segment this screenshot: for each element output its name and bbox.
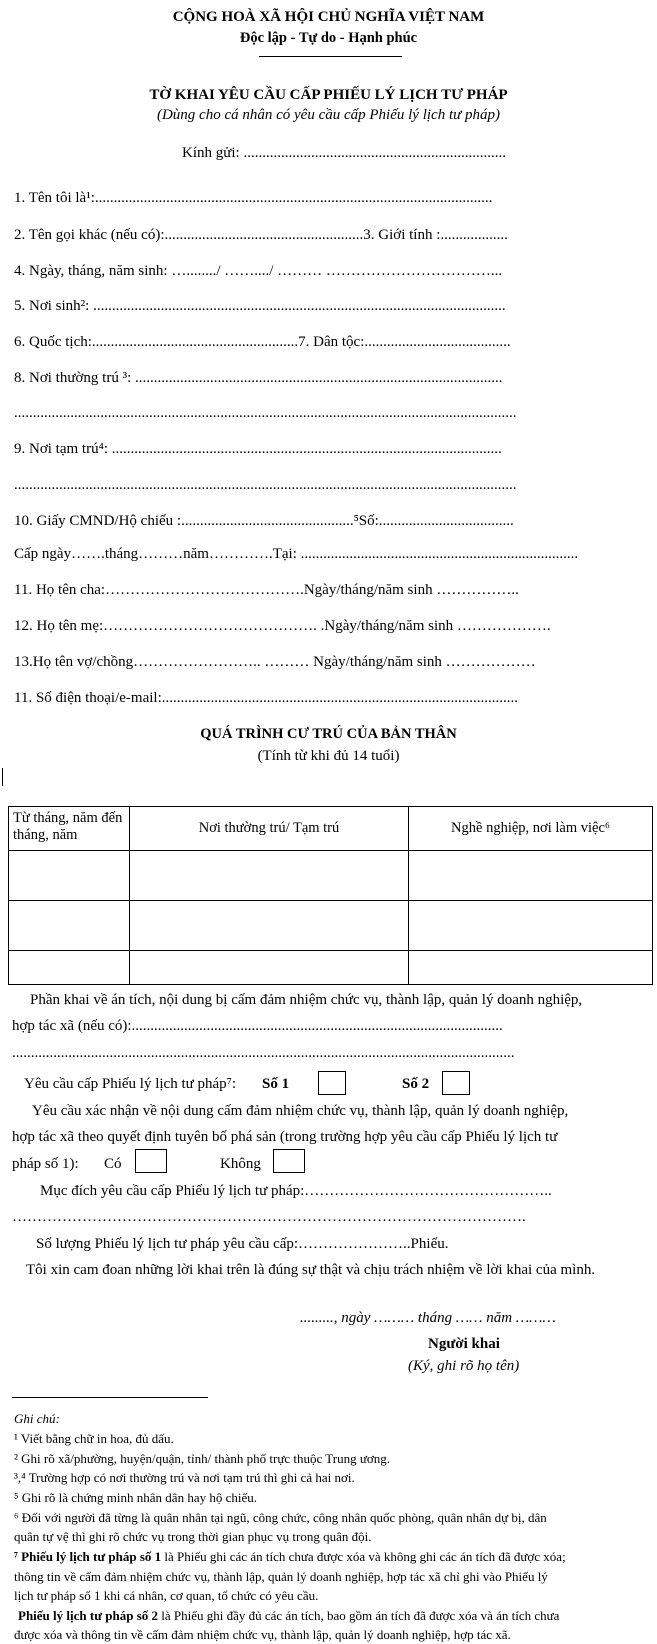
note-7b: thông tin về cấm đảm nhiệm chức vụ, thành lập, quản lý doanh nghiệp, hợp tác xã chỉ ghi vào Phiếu lý [14, 1569, 548, 1584]
purpose-line[interactable]: Mục đích yêu cầu cấp Phiếu lý lịch tư pháp:………………………………………….. [40, 1183, 552, 1199]
nation-title: CỘNG HOÀ XÃ HỘI CHỦ NGHĨA VIỆT NAM [172, 9, 485, 25]
no-checkbox[interactable] [273, 1149, 305, 1173]
table-row [9, 901, 653, 951]
signature-role: Người khai [428, 1336, 500, 1352]
field-other-name-gender[interactable]: 2. Tên gọi khác (nếu có):.....................................................3. Giới tính :.................. [14, 227, 508, 243]
residence-subtitle: (Tính từ khi đủ 14 tuổi) [257, 748, 400, 764]
field-permanent-address-cont[interactable]: ...................................................................................................................................... [14, 405, 517, 421]
note-8b: được xóa và thông tin về cấm đảm nhiệm chức vụ, thành lập, quản lý doanh nghiệp, hợp tác xã. [14, 1627, 511, 1642]
signature-date[interactable]: ........., ngày ……… tháng …… năm ……… [300, 1310, 556, 1326]
addressee-line[interactable]: Kính gửi: ...................................................................... [182, 145, 506, 161]
field-temporary-address-cont[interactable]: ...................................................................................................................................... [14, 477, 517, 493]
residence-title: QUÁ TRÌNH CƯ TRÚ CỦA BẢN THÂN [200, 726, 457, 742]
table-cell[interactable] [409, 851, 653, 901]
field-nationality-ethnicity[interactable]: 6. Quốc tịch:.......................................................7. Dân tộc:....................................... [14, 334, 511, 350]
field-birth-place[interactable]: 5. Nơi sinh²: .............................................................................................................. [14, 298, 506, 314]
note-8a [18, 1608, 559, 1624]
col-period-header: Từ tháng, năm đến tháng, năm [9, 807, 130, 851]
signature-hint: (Ký, ghi rõ họ tên) [408, 1358, 520, 1374]
field-birth-date[interactable]: 4. Ngày, tháng, năm sinh: …......../ ……..../ ……… ……………………………... [14, 263, 503, 279]
field-father[interactable]: 11. Họ tên cha:………………………………….Ngày/tháng/năm sinh …………….. [14, 582, 519, 598]
table-cell[interactable] [130, 951, 409, 985]
note-7-bold: ⁷ Phiếu lý lịch tư pháp số 1 [14, 1549, 162, 1564]
commitment-text: Tôi xin cam đoan những lời khai trên là đúng sự thật và chịu trách nhiệm về lời khai của mình. [26, 1262, 596, 1278]
option-no-label: Không [220, 1156, 261, 1172]
so2-checkbox[interactable] [442, 1071, 470, 1095]
left-margin-mark [2, 768, 3, 786]
header-underline [259, 56, 402, 57]
field-permanent-address[interactable]: 8. Nơi thường trú ³: .................................................................................................. [14, 370, 503, 386]
table-row [9, 851, 653, 901]
col-occupation-header: Nghề nghiệp, nơi làm việc⁶ [409, 807, 653, 851]
notes-divider [12, 1397, 208, 1398]
confirm-text-2: hợp tác xã theo quyết định tuyên bố phá sản (trong trường hợp yêu cầu cấp Phiếu lý lịch tư [12, 1129, 558, 1145]
note-2: ² Ghi rõ xã/phường, huyện/quận, tỉnh/ thành phố trực thuộc Trung ương. [14, 1451, 391, 1466]
option-so1-label: Số 1 [262, 1076, 290, 1092]
criminal-record-label: Phần khai về án tích, nội dung bị cấm đảm nhiệm chức vụ, thành lập, quản lý doanh nghiệp, [30, 992, 583, 1008]
note-7c: lịch tư pháp số 1 khi cá nhân, cơ quan, tổ chức có yêu cầu. [14, 1588, 319, 1603]
residence-table [8, 806, 653, 985]
form-title: TỜ KHAI YÊU CẦU CẤP PHIẾU LÝ LỊCH TƯ PHÁP [149, 87, 508, 103]
field-spouse[interactable]: 13.Họ tên vợ/chồng…………………….. ……… Ngày/tháng/năm sinh ……………… [14, 654, 536, 670]
field-mother[interactable]: 12. Họ tên mẹ:……………………………………. .Ngày/tháng/năm sinh ………………. [14, 618, 551, 634]
so1-checkbox[interactable] [318, 1071, 346, 1095]
table-cell[interactable] [9, 951, 130, 985]
purpose-line-2[interactable]: …………………………………………………………………………………………. [12, 1209, 526, 1225]
request-type-label: Yêu cầu cấp Phiếu lý lịch tư pháp⁷: [24, 1076, 237, 1092]
form-subtitle: (Dùng cho cá nhân có yêu cầu cấp Phiếu lý lịch tư pháp) [156, 107, 501, 123]
note-1: ¹ Viết bằng chữ in hoa, đủ dấu. [14, 1431, 174, 1446]
note-8-text: là Phiếu ghi đầy đủ các án tích, bao gồm án tích đã được xóa và án tích chưa [158, 1608, 560, 1623]
note-3: ³,⁴ Trường hợp có nơi thường trú và nơi tạm trú thì ghi cả hai nơi. [14, 1470, 355, 1485]
note-7a [14, 1549, 566, 1565]
field-id-card[interactable]: 10. Giấy CMND/Hộ chiếu :..............................................⁵Số:.................................... [14, 513, 514, 529]
note-7-text: là Phiếu ghi các án tích chưa được xóa và không ghi các án tích đã được xóa; [161, 1549, 566, 1564]
confirm-text-3: pháp số 1): [12, 1156, 79, 1172]
table-cell[interactable] [9, 901, 130, 951]
field-phone-email[interactable]: 11. Số điện thoại/e-mail:............................................................................................... [14, 690, 519, 706]
yes-checkbox[interactable] [135, 1149, 167, 1173]
field-temporary-address[interactable]: 9. Nơi tạm trú⁴: ........................................................................................................ [14, 441, 502, 457]
option-so2-label: Số 2 [402, 1076, 430, 1092]
option-yes-label: Có [104, 1156, 122, 1172]
table-cell[interactable] [409, 951, 653, 985]
table-cell[interactable] [9, 851, 130, 901]
field-name[interactable]: 1. Tên tôi là¹:.......................................................................................................... [14, 190, 493, 206]
table-cell[interactable] [409, 901, 653, 951]
criminal-record-line-2[interactable]: ...................................................................................................................................... [12, 1045, 515, 1061]
field-id-issue[interactable]: Cấp ngày…….tháng………năm………….Tại: .......................................................................... [14, 546, 579, 562]
col-address-header: Nơi thường trú/ Tạm trú [130, 807, 409, 851]
criminal-record-line[interactable]: hợp tác xã (nếu có):................................................................................................... [12, 1018, 503, 1034]
note-6b: quân tự vệ thì ghi rõ chức vụ trong thời gian phục vụ trong quân đội. [14, 1529, 372, 1544]
table-row [9, 951, 653, 985]
table-header-row [9, 807, 653, 851]
note-8-bold: Phiếu lý lịch tư pháp số 2 [18, 1608, 158, 1623]
notes-heading: Ghi chú: [14, 1411, 60, 1426]
table-cell[interactable] [130, 851, 409, 901]
note-6a: ⁶ Đối với người đã từng là quân nhân tại ngũ, công chức, công nhân quốc phòng, quân nhân dự bị, dân [14, 1510, 547, 1525]
note-5: ⁵ Ghi rõ là chứng minh nhân dân hay hộ chiếu. [14, 1490, 257, 1505]
quantity-line[interactable]: Số lượng Phiếu lý lịch tư pháp yêu cầu cấp:…………………..Phiếu. [36, 1236, 449, 1252]
motto: Độc lập - Tự do - Hạnh phúc [239, 30, 418, 46]
table-cell[interactable] [130, 901, 409, 951]
confirm-text-1: Yêu cầu xác nhận về nội dung cấm đảm nhiệm chức vụ, thành lập, quản lý doanh nghiệp, [32, 1103, 569, 1119]
